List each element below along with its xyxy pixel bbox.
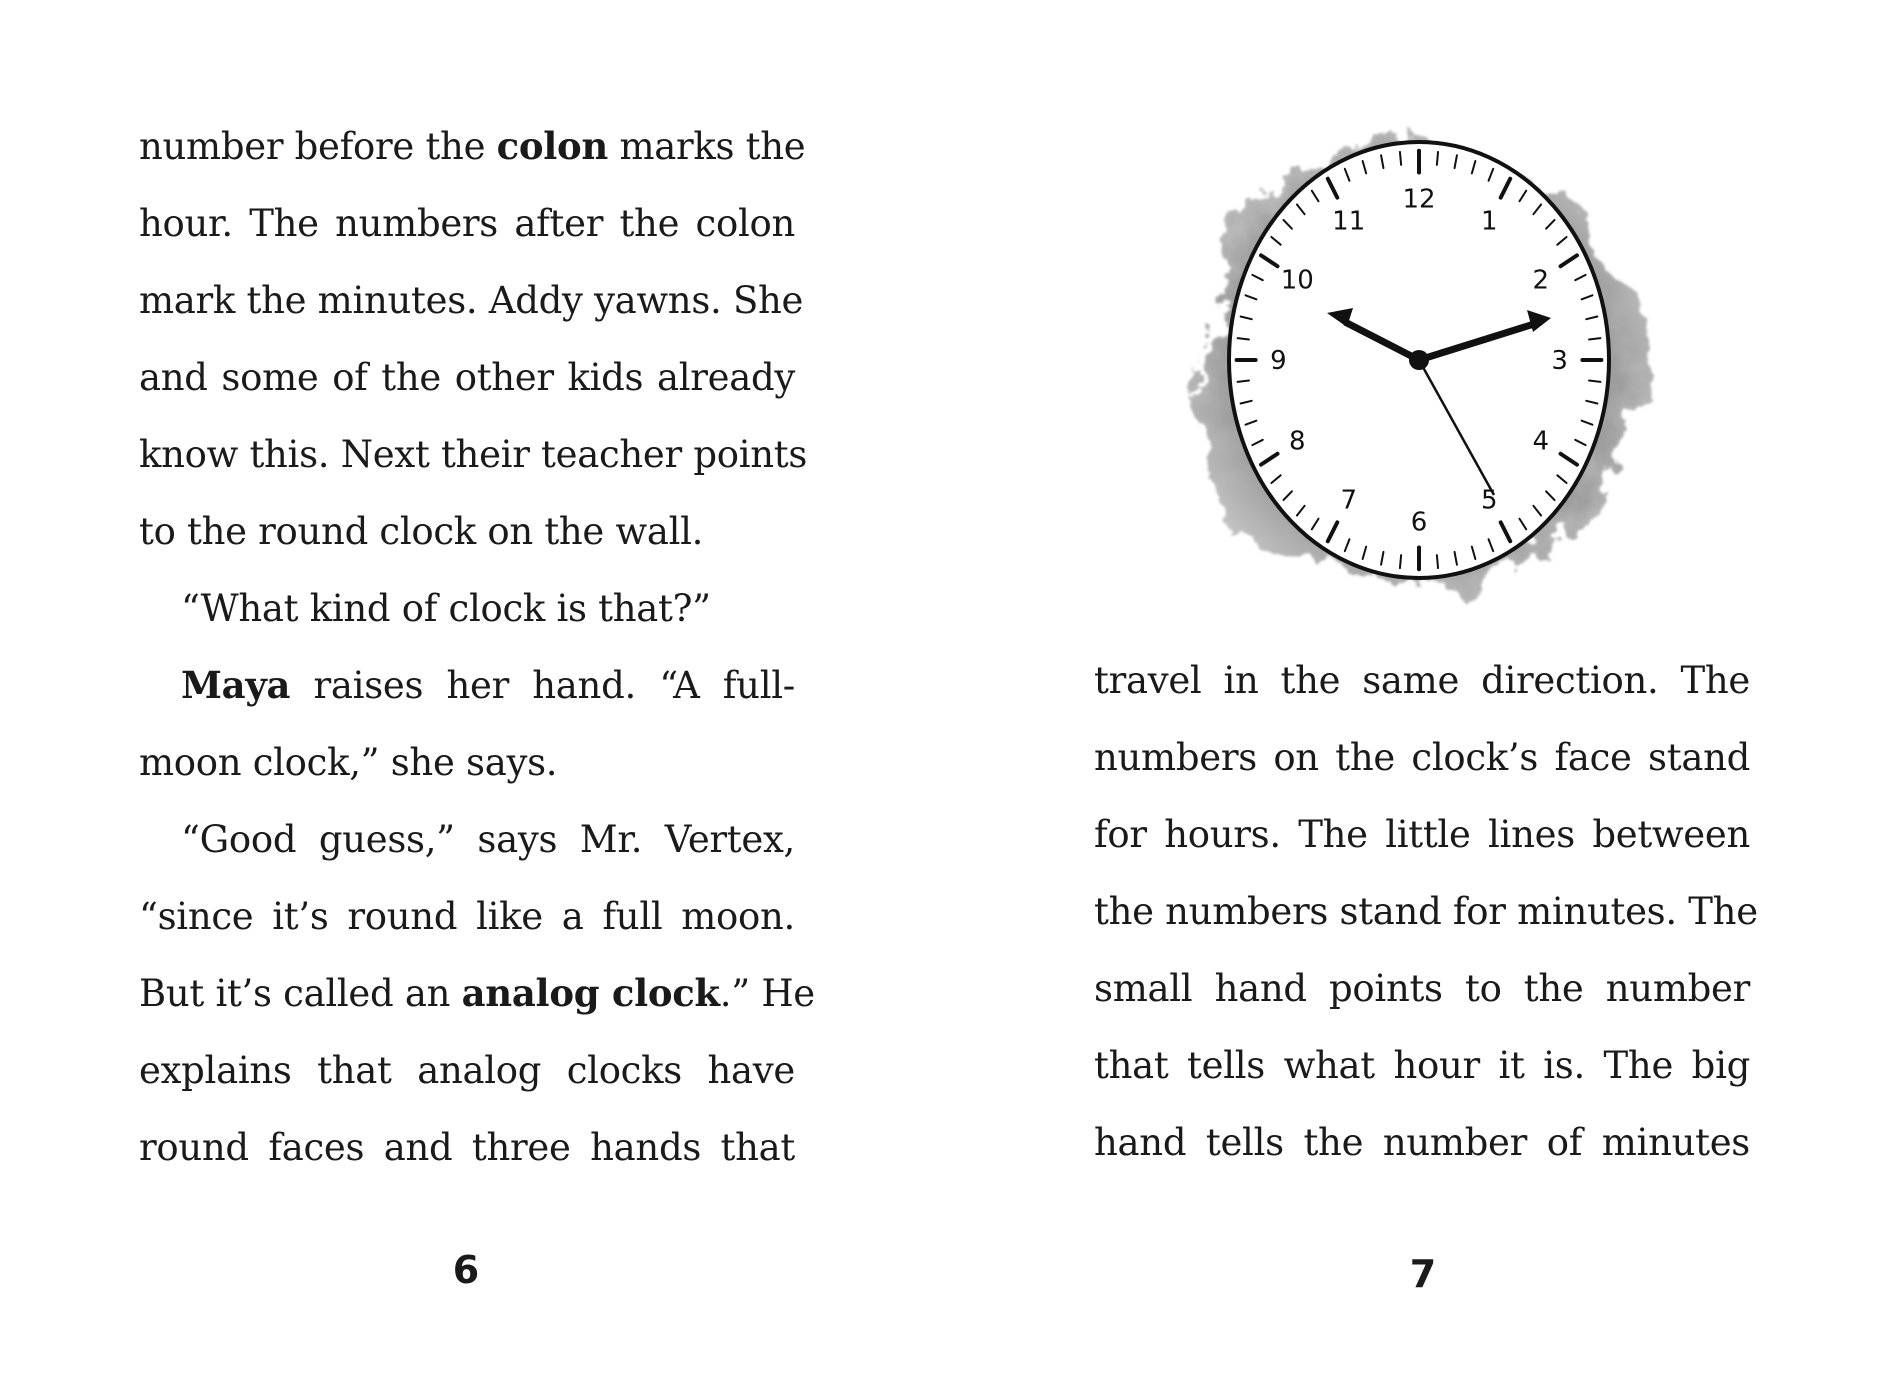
text-line <box>1094 796 1750 873</box>
text-segment: “since it’s round like a full moon. <box>139 895 795 938</box>
clock-numeral: 6 <box>1410 507 1428 538</box>
text-segment: mark the minutes. Addy yawns. She <box>139 279 804 322</box>
clock-illustration <box>1170 115 1670 610</box>
text-segment: .” He <box>719 972 815 1015</box>
text-line <box>1094 1027 1750 1104</box>
clock-numeral: 7 <box>1340 485 1357 516</box>
text-segment: hour. The numbers after the colon <box>139 202 795 245</box>
clock-numeral: 5 <box>1481 485 1498 516</box>
text-segment: numbers on the clock’s face stand <box>1094 736 1750 779</box>
text-segment: But it’s called an <box>139 972 462 1015</box>
text-segment: and some of the other kids already <box>139 356 795 399</box>
text-segment: the numbers stand for minutes. The <box>1094 890 1758 933</box>
clock-numeral: 4 <box>1532 426 1550 457</box>
page-number-right: 7 <box>1409 1252 1437 1296</box>
clock-numeral: 1 <box>1481 206 1498 237</box>
text-line <box>139 416 808 493</box>
clock-numeral: 10 <box>1280 265 1314 296</box>
right-page-body-text <box>1094 642 1758 1181</box>
text-line <box>139 339 795 416</box>
text-segment: to the round clock on the wall. <box>139 510 704 553</box>
text-segment: small hand points to the number <box>1094 967 1750 1010</box>
page-number-left: 6 <box>452 1248 480 1292</box>
text-line <box>1094 950 1750 1027</box>
clock-numeral: 11 <box>1332 206 1366 237</box>
text-segment: “What kind of clock is that?” <box>181 587 711 630</box>
text-segment: round faces and three hands that <box>139 1126 795 1169</box>
text-segment: hand tells the number of minutes <box>1094 1121 1750 1164</box>
text-line <box>139 185 795 262</box>
text-segment: explains that analog clocks have <box>139 1049 795 1092</box>
text-line <box>1094 719 1750 796</box>
text-segment: that tells what hour it is. The big <box>1094 1044 1750 1087</box>
text-segment: travel in the same direction. The <box>1094 659 1750 702</box>
text-line <box>139 647 795 724</box>
text-line <box>1094 1104 1750 1181</box>
text-line <box>139 108 806 185</box>
text-segment: moon clock,” she says. <box>139 741 558 784</box>
bold-term: analog clock <box>461 971 720 1015</box>
clock-numeral: 3 <box>1551 346 1568 376</box>
clock-numeral: 8 <box>1288 426 1306 457</box>
text-line <box>139 801 795 878</box>
clock-numeral: 2 <box>1532 265 1550 296</box>
text-segment: know this. Next their teacher points <box>139 433 808 476</box>
clock-numeral: 9 <box>1270 346 1287 376</box>
text-line <box>1094 642 1750 719</box>
text-segment: number before the <box>139 125 497 168</box>
text-line <box>139 262 804 339</box>
bold-term: colon <box>496 124 608 168</box>
text-line <box>139 878 795 955</box>
text-line <box>139 955 815 1032</box>
left-page-body-text <box>139 108 815 1186</box>
text-line <box>139 1032 795 1109</box>
text-segment: for hours. The little lines between <box>1094 813 1750 856</box>
clock-numeral: 12 <box>1402 184 1436 215</box>
text-line <box>139 1109 795 1186</box>
text-line <box>139 570 795 647</box>
text-segment: “Good guess,” says Mr. Vertex, <box>181 818 795 861</box>
text-line <box>139 493 795 570</box>
text-segment: raises her hand. “A full- <box>290 664 795 707</box>
analog-clock-icon <box>1170 115 1670 610</box>
text-segment: marks the <box>607 125 806 168</box>
bold-term: Maya <box>181 663 291 707</box>
text-line <box>1094 873 1758 950</box>
text-line <box>139 724 795 801</box>
